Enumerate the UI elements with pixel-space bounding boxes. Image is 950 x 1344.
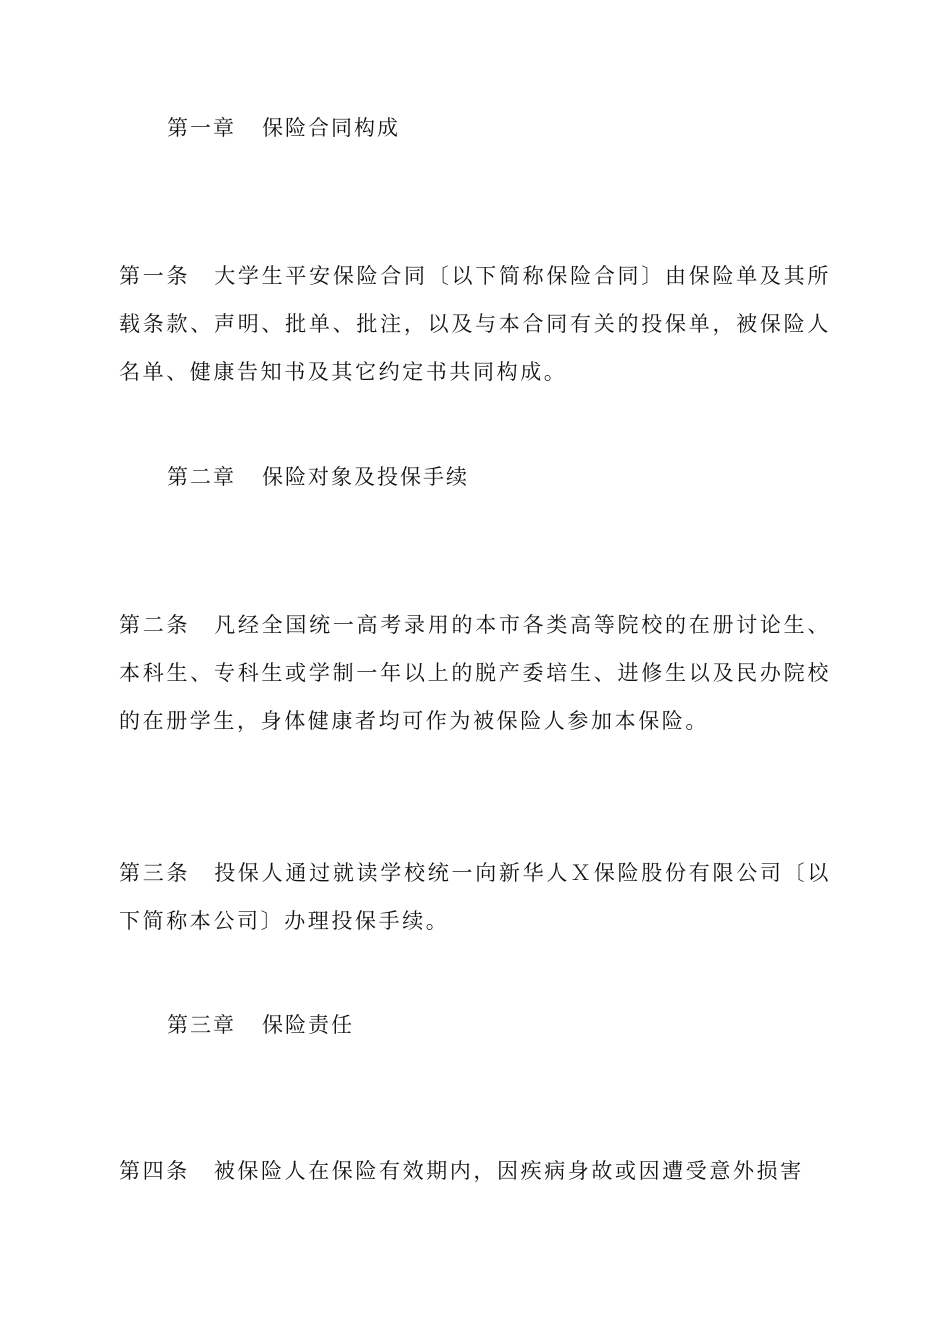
chapter-heading-2 — [167, 461, 469, 491]
chapter-heading-1 — [167, 112, 400, 142]
article-number: 第一条 — [119, 264, 191, 288]
chapter-heading-3 — [167, 1009, 354, 1039]
article-text: 大学生平安保险合同〔以下简称保险合同〕由保险单及其所载条款、声明、批单、批注，以及与本合同有关的投保单，被保险人名单、健康告知书及其它约定书共同构成。 — [119, 264, 831, 384]
article-number: 第二条 — [119, 613, 191, 637]
chapter-number: 第一章 — [167, 116, 236, 140]
chapter-number: 第二章 — [167, 465, 236, 489]
article-2 — [119, 601, 831, 745]
chapter-title: 保险合同构成 — [262, 116, 400, 140]
article-1 — [119, 252, 831, 396]
chapter-title: 保险责任 — [262, 1013, 354, 1037]
article-3 — [119, 849, 831, 945]
article-text: 被保险人在保险有效期内，因疾病身故或因遭受意外损害 — [213, 1159, 804, 1183]
article-text: 投保人通过就读学校统一向新华人Ｘ保险股份有限公司〔以下简称本公司〕办理投保手续。 — [119, 861, 831, 933]
article-number: 第四条 — [119, 1159, 190, 1183]
chapter-number: 第三章 — [167, 1013, 236, 1037]
article-4 — [119, 1147, 831, 1195]
article-text: 凡经全国统一高考录用的本市各类高等院校的在册讨论生、本科生、专科生或学制一年以上的脱产委培生、进修生以及民办院校的在册学生，身体健康者均可作为被保险人参加本保险。 — [119, 613, 831, 733]
article-number: 第三条 — [119, 861, 191, 885]
chapter-title: 保险对象及投保手续 — [262, 465, 469, 489]
